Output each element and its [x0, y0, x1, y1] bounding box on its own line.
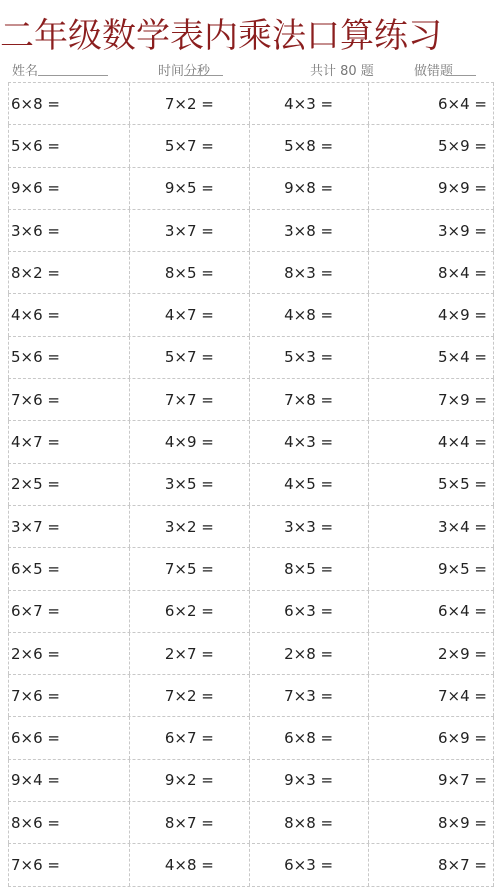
problem-cell: 6×3 = [249, 844, 368, 885]
problem-cell: 6×5 = [8, 548, 129, 589]
problem-cell: 7×4 = [368, 675, 494, 716]
problem-cell: 8×9 = [368, 802, 494, 843]
problem-row [8, 844, 494, 886]
problem-cell: 3×9 = [368, 210, 494, 251]
problem-cell: 2×6 = [8, 633, 129, 674]
errors-label: 做错 [414, 64, 441, 79]
problem-cell: 7×9 = [368, 379, 494, 420]
time-field [158, 62, 210, 82]
problem-row [8, 210, 494, 252]
problem-cell: 6×2 = [129, 591, 248, 632]
problem-row [8, 82, 494, 125]
problem-cell: 7×3 = [249, 675, 368, 716]
problem-cell: 8×3 = [249, 252, 368, 293]
problem-cell: 7×5 = [129, 548, 248, 589]
problem-cell: 9×5 = [368, 548, 494, 589]
problem-row [8, 464, 494, 506]
problem-row [8, 548, 494, 590]
problem-row [8, 294, 494, 336]
problem-row [8, 802, 494, 844]
second-label: 秒 [197, 64, 211, 79]
problem-row [8, 168, 494, 210]
problem-cell: 9×7 = [368, 760, 494, 801]
problem-cell: 6×3 = [249, 591, 368, 632]
problem-cell: 9×8 = [249, 168, 368, 209]
problem-cell: 8×7 = [368, 844, 494, 885]
problem-row [8, 379, 494, 421]
problem-cell: 9×5 = [129, 168, 248, 209]
problem-cell: 5×7 = [129, 337, 248, 378]
problem-cell: 6×4 = [368, 591, 494, 632]
problem-cell: 3×8 = [249, 210, 368, 251]
time-label: 时间 [158, 64, 185, 79]
problem-row [8, 591, 494, 633]
problem-cell: 7×7 = [129, 379, 248, 420]
problem-cell: 7×8 = [249, 379, 368, 420]
problem-cell: 8×6 = [8, 802, 129, 843]
name-blank[interactable] [38, 62, 108, 76]
problem-cell: 6×8 = [8, 83, 129, 124]
problem-cell: 6×9 = [368, 717, 494, 758]
problem-cell: 5×4 = [368, 337, 494, 378]
problem-cell: 3×7 = [8, 506, 129, 547]
problem-cell: 4×6 = [8, 294, 129, 335]
problem-cell: 2×9 = [368, 633, 494, 674]
problem-cell: 4×5 = [249, 464, 368, 505]
problem-row [8, 675, 494, 717]
problem-cell: 8×2 = [8, 252, 129, 293]
total-count: 共计 80 题 [310, 64, 374, 79]
problem-cell: 2×8 = [249, 633, 368, 674]
problem-cell: 4×9 = [368, 294, 494, 335]
problem-row [8, 125, 494, 167]
problem-cell: 9×9 = [368, 168, 494, 209]
problem-row [8, 760, 494, 802]
problem-cell: 9×6 = [8, 168, 129, 209]
minute-label: 分 [184, 64, 198, 79]
problem-row [8, 717, 494, 759]
name-field [12, 62, 38, 82]
problem-cell: 5×8 = [249, 125, 368, 166]
problem-cell: 5×7 = [129, 125, 248, 166]
page-title: 二年级数学表内乘法口算练习 [0, 16, 442, 56]
problem-row [8, 421, 494, 463]
problem-cell: 6×7 = [8, 591, 129, 632]
problem-cell: 5×5 = [368, 464, 494, 505]
student-info-bar [0, 62, 500, 82]
second-blank[interactable] [197, 62, 223, 76]
name-label: 姓名 [12, 64, 39, 79]
problem-cell: 9×2 = [129, 760, 248, 801]
problem-cell: 2×5 = [8, 464, 129, 505]
problem-cell: 4×7 = [8, 421, 129, 462]
problem-cell: 3×3 = [249, 506, 368, 547]
problem-cell: 6×8 = [249, 717, 368, 758]
problem-cell: 3×5 = [129, 464, 248, 505]
problem-row [8, 633, 494, 675]
problem-cell: 7×6 = [8, 844, 129, 885]
problem-row [8, 337, 494, 379]
problem-cell: 9×3 = [249, 760, 368, 801]
problem-grid [8, 82, 494, 887]
problem-cell: 4×8 = [129, 844, 248, 885]
problem-cell: 6×4 = [368, 83, 494, 124]
problem-cell: 5×6 = [8, 337, 129, 378]
problem-cell: 7×2 = [129, 675, 248, 716]
errors-field [414, 62, 453, 82]
problem-cell: 8×5 = [249, 548, 368, 589]
problem-cell: 8×8 = [249, 802, 368, 843]
problem-cell: 7×6 = [8, 379, 129, 420]
problem-cell: 8×4 = [368, 252, 494, 293]
problem-cell: 4×4 = [368, 421, 494, 462]
problem-cell: 3×2 = [129, 506, 248, 547]
problem-cell: 5×3 = [249, 337, 368, 378]
errors-unit: 题 [440, 64, 454, 79]
problem-cell: 2×7 = [129, 633, 248, 674]
problem-cell: 7×6 = [8, 675, 129, 716]
problem-cell: 3×6 = [8, 210, 129, 251]
problem-cell: 4×3 = [249, 421, 368, 462]
problem-cell: 4×7 = [129, 294, 248, 335]
problem-cell: 5×6 = [8, 125, 129, 166]
problem-cell: 8×5 = [129, 252, 248, 293]
problem-cell: 4×8 = [249, 294, 368, 335]
problem-cell: 5×9 = [368, 125, 494, 166]
problem-cell: 7×2 = [129, 83, 248, 124]
problem-cell: 8×7 = [129, 802, 248, 843]
problem-cell: 9×4 = [8, 760, 129, 801]
problem-row [8, 506, 494, 548]
problem-cell: 3×7 = [129, 210, 248, 251]
problem-cell: 4×9 = [129, 421, 248, 462]
errors-blank[interactable] [448, 62, 476, 76]
problem-cell: 6×6 = [8, 717, 129, 758]
problem-cell: 4×3 = [249, 83, 368, 124]
problem-cell: 6×7 = [129, 717, 248, 758]
problem-row [8, 252, 494, 294]
problem-cell: 3×4 = [368, 506, 494, 547]
